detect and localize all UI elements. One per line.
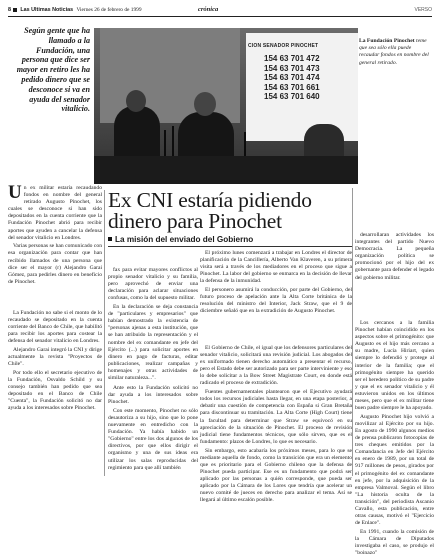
subhead-rule: [108, 246, 352, 247]
microphone-icon: [164, 130, 166, 158]
article-column-middle: [108, 267, 198, 384]
article-column-middle-lower: [108, 385, 198, 473]
paper-name: Las Ultimas Noticias: [20, 7, 74, 13]
phone-number: 154 63 701 473: [264, 63, 320, 73]
article-paragraph: Ante esto la Fundación solicitó no dar ayuda a los interesados sobre Pinochet.: [108, 385, 198, 406]
masthead-left: [8, 4, 142, 16]
sidebar-article: [200, 250, 352, 317]
microphone-icon: [172, 126, 174, 158]
article-column-right-lower: [355, 320, 434, 559]
issue-date: Viernes 26 de febrero de 1999: [76, 7, 142, 13]
article-paragraph: Augusto Pinochet hijo volvió a movilizar al Ejército por su hijo. En agosto de 1990 algunos medios de prensa publicaron fotocopias de tres cheques emitidos por la Comandancia en Jefe del Ejército en enero de 1989, por un total de 917 millones de pesos, girados por el primogénito del ex comandante en jefe, por la adquisición de la empresa Valmoval. Según el libro "La historia oculta de la transición", del periodista Ascanio Cavallo, esta publicación, entre otras causas, motivó el "Ejercicio de Enlace".: [355, 413, 434, 527]
article-paragraph: desarrollaran actividades los integrantes del partido Nuevo Democracia. La pequeña organización política se promocionó por el hijo del ex gobernante para defender el legado del gobierno militar.: [355, 232, 434, 281]
masthead: [8, 4, 432, 16]
article-paragraph: Con este momento, Pinochet no sólo desautoriza a su hijo, sino que lo pone nuevamente en entredicho con la Fundación. Ya había habido un "Gobierno" entre los dos algunos de los directivos, por que ellos dirigir el organismo y una de sus ideas era utilizar los salas reproducidas del regimiento para que allí también: [108, 407, 198, 471]
speaker-center-head: [194, 92, 216, 116]
press-photo: [94, 28, 358, 184]
masthead-mark: VERSO: [414, 7, 432, 13]
article-paragraph: n ex militar estaría recaudando fondos en nombre del general retirado Augusto Pinochet, los cuales se desconoce si han sido depositados en la cuenta corriente que la Fundación Pinochet abrió para recibir aportes que ayuden a cancelar la defensa del senador vitalicio en Londres.: [8, 185, 102, 241]
article-column-left-top: [8, 182, 102, 288]
phone-number: 154 63 701 640: [264, 92, 320, 102]
page-number: 8: [8, 7, 11, 13]
photo-backdrop: [100, 28, 240, 123]
sidebar-article-lower: [200, 345, 352, 506]
subhead-text: La misión del enviado del Gobierno: [115, 235, 254, 244]
article-paragraph: Por todo ello el secretario ejecutivo de la Fundación, Osvaldo Schild y su consejo también han pedido que sea depositado en el Banco de Chile "Cuenta", la Fundación solicitó no dar ayuda a los interesados sobre Pinochet.: [8, 369, 102, 412]
caption-text: teme que sea sólo ella puede recaudar fondos en nombre del general retirado.: [359, 38, 429, 66]
article-paragraph: Varias personas se han comunicado con esa organización para contar que han recibido llamados de una persona que dice ser el mayor (r) Alejandro Garai Gómez, para pedirles dinero en beneficio de Pinochet.: [8, 243, 102, 285]
phone-number: 154 63 701 472: [264, 54, 320, 63]
article-column-right: [355, 232, 434, 283]
banner-title: CION SENADOR PINOCHET: [248, 43, 319, 49]
subhead: [108, 235, 352, 245]
square-bullet-icon: [108, 237, 112, 241]
article-paragraph: fax para evitar mayores conflictos al propio senador vitalicio y su familia, pero aprovechó de enviar una declaración para aclarar situaciones confusas, como la del supuesto militar.: [108, 267, 198, 302]
article-paragraph: En la declaración se deja constancia de "particulares y empresarios" que habían demostrado la existencia de "personas ajenas a esta institución, que se han atribuido la representación y el nombre del ex comandante en jefe del Ejército (...) para solicitar aportes en dinero en pago de facturas, editar publicaciones, realizar campañas y homenajes y otras actividades de similar naturaleza...".: [108, 304, 198, 381]
masthead-rule: [8, 16, 432, 17]
pull-quote: Según gente que ha llamado a la Fundación, una persona que dice ser mayor en retiro les ha pedido dinero que se desconoce si va en ayuda del senador vitalicio.: [16, 26, 90, 114]
sidebar-paragraph: El Gobierno de Chile, el igual que los defensores particulares del senador vitalicio, solicitará una revisión judicial. Los abogados del ex uniformado tienen derecho automático a presentar el recurso, pero el Estado debe ser autorizado para ser parte interviniente y eso lo debe solicitar a la Bow Street Magistrate Court, en donde está radicado el proceso de extradición.: [200, 345, 352, 387]
speaker-left-head: [126, 90, 146, 112]
fundacion-banner: [246, 33, 358, 141]
sidebar-paragraph: El personero asumirá la conducción, por parte del Gobierno, del futuro proceso de apelación ante la Alta Corte británica de la resolución del ministro del Interior, Jack Straw, que el 9 de diciembre señaló que en la extradición de Augusto Pinochet.: [200, 287, 352, 315]
press-table: [94, 156, 358, 184]
article-paragraph: Alejandro Garai integró la CNI y dirige actualmente la revista "Proyectos de Chile".: [8, 347, 102, 368]
sidebar-paragraph: El próximo lunes comenzará a trabajar en Londres el director de planificación de la Cancillería, Alberto Van Klaveren, a su primera visita será a través de los mediadores en el proceso que sigue a Pinochet. La labor del gobierno se enmarca en la decisión de llevar la defensa de la inmunidad.: [200, 250, 352, 285]
photo-caption: [359, 38, 431, 67]
article-paragraph: Los cercanos a la familia Pinochet habían coincidido en los aspectos sobre el primogénito: que Augusto es el hijo más cercano a su madre, Lucía Hiriart, quien siempre lo defendió y protege al interior de la familia; que el primogénito siempre ha querido ser el heredero político de su padre y que el ex senador vitalicio y él estuvieron unidos en los últimos meses, pero que el ex militar tiene buen padre siempre le ha apoyado.: [355, 320, 434, 412]
dropcap: U: [8, 182, 22, 203]
article-column-left-bottom: [8, 310, 102, 414]
sidebar-paragraph: Fuentes gubernamentales plantearon que el Ejecutivo ayudará todos los recursos judiciales hasta llegar, en una etapa posterior, a debatir una cuestión de competencia con España si Gran Bretaña para discontinuar su tramitación. La Alta Corte (High Court) tiene la facultad para determinar que Straw se equivocó en su apreciación de la situación de Pinochet. El proceso de revisión judicial tiene fundamentos técnicos, que sólo sirven, que es el fundamento: plazos de Londres, lo que es necesario.: [200, 389, 352, 445]
article-paragraph: La Fundación no sabe si el monto de lo recaudado se depositado en la cuenta corriente del Banco de Chile, que habilitó para recibir los aportes para costear la defensa del senador vitalicio en Londres.: [8, 310, 102, 345]
square-bullet-icon: [13, 8, 17, 12]
phone-number: 154 63 701 661: [264, 82, 320, 92]
microphone-icon: [244, 132, 246, 158]
column-divider: [352, 188, 353, 476]
phone-number: 154 63 701 474: [264, 73, 320, 83]
column-divider: [104, 190, 105, 476]
phone-list: [264, 54, 320, 102]
headline: Ex CNI estaría pidiendo dinero para Pinochet: [108, 188, 312, 233]
sidebar-paragraph: Sin embargo, esto acabaría los próximos meses, para lo que se mediante aquella de fondo, como la transición que era un elemento que es prioritario para el Gobierno chileno que la defensa de Pinochet pueda participar. Ese es un fundamento que podrá ser aplicado por las personas a quién corresponde, que pueda ser aplicado por la Cámara de los Lores que tendría que acelerar un nuevo comité de jueces en derecho para analizar el tema. Así se llegará al último escalón posible.: [200, 447, 352, 504]
article-paragraph: En 1991, cuando la comisión de la Cámara de Diputados investigaba el caso, se produjo el "boinazo": [355, 528, 434, 557]
caption-title: La Fundación Pinochet: [359, 38, 415, 44]
section-title: crónica: [198, 6, 219, 13]
